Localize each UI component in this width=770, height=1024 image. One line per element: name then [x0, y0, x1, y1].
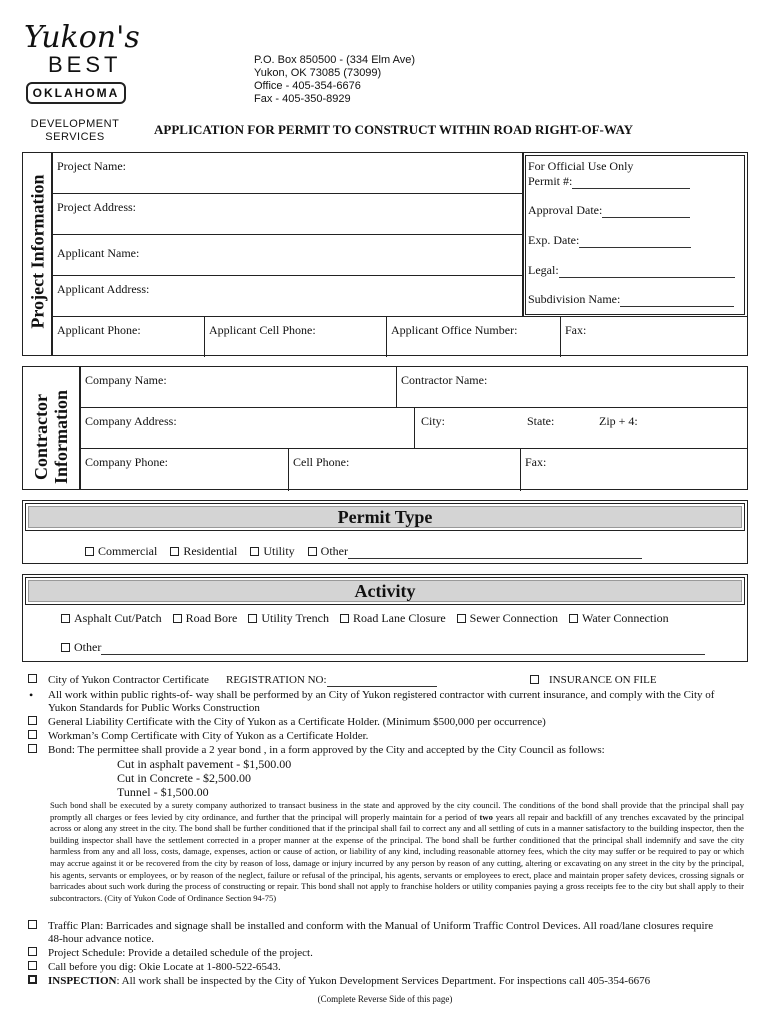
bullet-icon: • [29, 688, 34, 702]
company-name-cell[interactable] [81, 367, 397, 408]
project-address-label: Project Address: [57, 200, 136, 214]
permit-option-other-label: Other [320, 544, 348, 558]
checkbox-icon[interactable] [28, 716, 37, 725]
project-address-cell[interactable] [53, 194, 523, 235]
contractor-info-label [31, 375, 71, 499]
contractor-name-cell[interactable] [397, 367, 747, 408]
applicant-cell-phone-cell[interactable] [205, 317, 387, 357]
department-name [26, 118, 124, 144]
activity-lane-closure-label: Road Lane Closure [353, 611, 446, 625]
contractor-info-label-box [22, 366, 80, 490]
address-line-4: Fax - 405-350-8929 [254, 93, 351, 105]
contractor-fax-label: Fax: [525, 455, 547, 469]
bond-asphalt: Cut in asphalt pavement - $1,500.00 [117, 757, 292, 771]
applicant-fax-label: Fax: [565, 323, 587, 337]
checkbox-icon [457, 614, 466, 623]
contractor-certificate-label: City of Yukon Contractor Certificate [48, 674, 209, 686]
applicant-fax-cell[interactable] [561, 317, 747, 357]
activity-section [22, 574, 748, 662]
call-before-dig-text: Call before you dig: Okie Locate at 1-800-522-6543. [48, 961, 281, 973]
subdivision-name-field[interactable] [528, 292, 734, 307]
permit-option-utility-label: Utility [263, 544, 295, 558]
activity-lane-closure[interactable] [340, 611, 446, 625]
bond-amounts [117, 757, 291, 799]
checkbox-icon [85, 547, 94, 556]
subdivision-name-label: Subdivision Name: [528, 292, 621, 306]
checkbox-icon[interactable] [28, 920, 37, 929]
city-label: City: [421, 414, 446, 428]
address-line-3: Office - 405-354-6676 [254, 80, 361, 92]
all-work-text [48, 689, 714, 715]
checkbox-icon[interactable] [28, 674, 37, 683]
company-name-label: Company Name: [85, 373, 167, 387]
inspection-bold: INSPECTION [48, 975, 117, 987]
checkbox-icon [308, 547, 317, 556]
city-state-zip-cell[interactable] [415, 408, 747, 449]
legal-field[interactable] [528, 263, 735, 278]
activity-sewer-label: Sewer Connection [469, 611, 558, 625]
zip-label: Zip + 4: [599, 414, 638, 428]
permit-option-other[interactable] [308, 544, 642, 558]
contractor-label-line-1: Contractor [31, 394, 51, 480]
checkbox-icon[interactable] [28, 730, 37, 739]
registration-number-field[interactable] [226, 674, 437, 687]
permit-option-commercial[interactable] [85, 544, 157, 558]
activity-asphalt[interactable] [61, 611, 162, 625]
applicant-cell-phone-label: Applicant Cell Phone: [209, 323, 316, 337]
company-address-cell[interactable] [81, 408, 415, 449]
checkbox-icon [250, 547, 259, 556]
insurance-on-file-label: INSURANCE ON FILE [549, 674, 657, 686]
office-address [254, 54, 415, 106]
traffic-plan-text [48, 920, 713, 946]
checkbox-icon [340, 614, 349, 623]
logo-oklahoma: OKLAHOMA [32, 86, 120, 100]
insurance-on-file[interactable] [530, 674, 657, 687]
legal-label: Legal: [528, 263, 559, 277]
checkbox-icon [170, 547, 179, 556]
logo [22, 20, 140, 114]
checkbox-icon [569, 614, 578, 623]
checkbox-icon[interactable] [28, 961, 37, 970]
contractor-cell-phone-label: Cell Phone: [293, 455, 350, 469]
exp-date-label: Exp. Date: [528, 233, 580, 247]
activity-water-label: Water Connection [581, 611, 669, 625]
fine-print-part-1: Such bond shall be executed by a surety company authorized to transact business in the state and approved by the city council. The conditions of the bond shall provide that the principal shall pay promptly all charges or fees levied by city ordinance, and further that the principal will properly maintain for a period of [50, 800, 744, 822]
applicant-phone-label: Applicant Phone: [57, 323, 141, 337]
permit-type-options [85, 544, 642, 559]
applicant-address-label: Applicant Address: [57, 282, 150, 296]
company-phone-label: Company Phone: [85, 455, 168, 469]
official-use-box [523, 153, 747, 317]
activity-utility-trench-label: Utility Trench [261, 611, 330, 625]
contractor-fax-cell[interactable] [521, 449, 747, 491]
contractor-cell-phone-cell[interactable] [289, 449, 521, 491]
department-line-1: DEVELOPMENT [30, 118, 120, 130]
workmans-comp-text: Workman’s Comp Certificate with City of Yukon as a Certificate Holder. [48, 730, 369, 742]
checkbox-icon [530, 675, 539, 684]
activity-options [61, 611, 669, 626]
form-title: APPLICATION FOR PERMIT TO CONSTRUCT WITHIN ROAD RIGHT-OF-WAY [154, 122, 634, 137]
liability-text: General Liability Certificate with the City of Yukon as a Certificate Holder. (Minimum $500,000 per occurrence) [48, 716, 546, 728]
all-work-line-1: All work within public rights-of- way shall be performed by an City of Yukon registered contractor with current insurance, and comply with the City of [48, 689, 715, 701]
checkbox-icon[interactable] [28, 947, 37, 956]
permit-option-commercial-label: Commercial [98, 544, 158, 558]
approval-date-label: Approval Date: [528, 203, 603, 217]
checkbox-icon[interactable] [28, 975, 37, 984]
project-info-label-box [22, 152, 52, 356]
activity-water[interactable] [569, 611, 669, 625]
checkbox-icon[interactable] [28, 744, 37, 753]
project-info-grid [52, 152, 748, 356]
permit-type-section [22, 500, 748, 564]
applicant-office-number-label: Applicant Office Number: [391, 323, 518, 337]
company-phone-cell[interactable] [81, 449, 289, 491]
applicant-address-cell[interactable] [53, 276, 523, 317]
footer-note: (Complete Reverse Side of this page) [317, 994, 453, 1004]
exp-date-field[interactable] [528, 233, 691, 248]
checkbox-icon [173, 614, 182, 623]
contractor-name-label: Contractor Name: [401, 373, 488, 387]
inspection-rest: : All work shall be inspected by the City of Yukon Development Services Department. For inspections call 405-354-6676 [116, 975, 651, 987]
registration-number-label: REGISTRATION NO: [226, 674, 327, 686]
traffic-plan-line-1: Traffic Plan: Barricades and signage shall be installed and conform with the Manual of Uniform Traffic Control Devices. All road/lane closures require [48, 920, 714, 932]
project-name-cell[interactable] [53, 153, 523, 194]
fine-print-bold: two [479, 811, 493, 822]
checkbox-icon [61, 643, 70, 652]
bond-text: Bond: The permittee shall provide a 2 year bond , in a form approved by the City and accepted by the City Council as follows: [48, 744, 605, 756]
traffic-plan-line-2: 48-hour advance notice. [48, 933, 154, 945]
permit-option-utility[interactable] [250, 544, 294, 558]
department-line-2: SERVICES [45, 131, 105, 143]
inspection-text [48, 975, 650, 988]
activity-asphalt-label: Asphalt Cut/Patch [74, 611, 162, 625]
address-line-1: P.O. Box 850500 - (334 Elm Ave) [254, 54, 416, 66]
bond-tunnel: Tunnel - $1,500.00 [117, 785, 209, 799]
activity-road-bore-label: Road Bore [185, 611, 238, 625]
contractor-info-grid [80, 366, 748, 490]
permit-option-residential-label: Residential [183, 544, 238, 558]
checkbox-icon [61, 614, 70, 623]
logo-script: Yukon's [24, 20, 140, 55]
state-label: State: [527, 414, 555, 428]
permit-number-field[interactable] [528, 174, 690, 189]
approval-date-field[interactable] [528, 203, 690, 218]
activity-utility-trench[interactable] [248, 611, 329, 625]
permit-number-label: Permit #: [528, 174, 573, 188]
permit-option-residential[interactable] [170, 544, 237, 558]
activity-heading: Activity [25, 577, 745, 605]
permit-type-heading: Permit Type [25, 503, 745, 531]
project-info-label: Project Information [27, 174, 48, 329]
logo-oklahoma-ribbon [26, 82, 126, 104]
applicant-name-cell[interactable] [53, 235, 523, 276]
activity-other[interactable] [61, 640, 705, 655]
checkbox-icon [248, 614, 257, 623]
activity-road-bore[interactable] [173, 611, 238, 625]
address-line-2: Yukon, OK 73085 (73099) [254, 67, 382, 79]
all-work-line-2: Yukon Standards for Public Works Construction [48, 702, 260, 714]
fine-print-part-2: years all repair and backfill of any trenches excavated by the principal across or along any street in the city. The bond shall be further conditioned that if the principal shall fail to correct any and all settling of cuts in a manner satisfactory to the building inspector, then the building inspector shall have the settlement corrected in a proper manner at the expense of the principal. The bond shall be further conditioned that the principal shall indemnify and save the city harmless from any and all loss, costs, damage, expenses, action or cause of action, or liability of any kind, including reasonable attorney fees, which the city may suffer or be required to pay or which may accrue against it or be recovered from the city by reason of loss, damage or injury incurred by any person by reason of any cutting, altering or excavating on any street in the city by the principal, his agents, servants or employees, or by reason of the neglect, failure or refusal of the principal, his agents, servants or employees to erect, place and maintain proper safety devices, crossing signals or barricades about such work during the process of constructing or repair. This bond shall not apply to franchise holders or utility companies paying a gross receipts fee to the city but shall apply to their subcontractors. (City of Yukon Code of Ordinance Section 94-75) [50, 811, 745, 903]
applicant-phone-cell[interactable] [53, 317, 205, 357]
contractor-label-line-2: Information [51, 390, 71, 484]
logo-best: BEST [48, 52, 122, 77]
project-name-label: Project Name: [57, 159, 126, 173]
activity-other-label: Other [74, 640, 102, 654]
project-schedule-text: Project Schedule: Provide a detailed schedule of the project. [48, 947, 313, 959]
applicant-name-label: Applicant Name: [57, 246, 140, 260]
bond-concrete: Cut in Concrete - $2,500.00 [117, 771, 251, 785]
applicant-office-number-cell[interactable] [387, 317, 561, 357]
official-use-heading: For Official Use Only [528, 159, 634, 173]
activity-sewer[interactable] [457, 611, 558, 625]
company-address-label: Company Address: [85, 414, 177, 428]
bond-fine-print [50, 800, 744, 904]
